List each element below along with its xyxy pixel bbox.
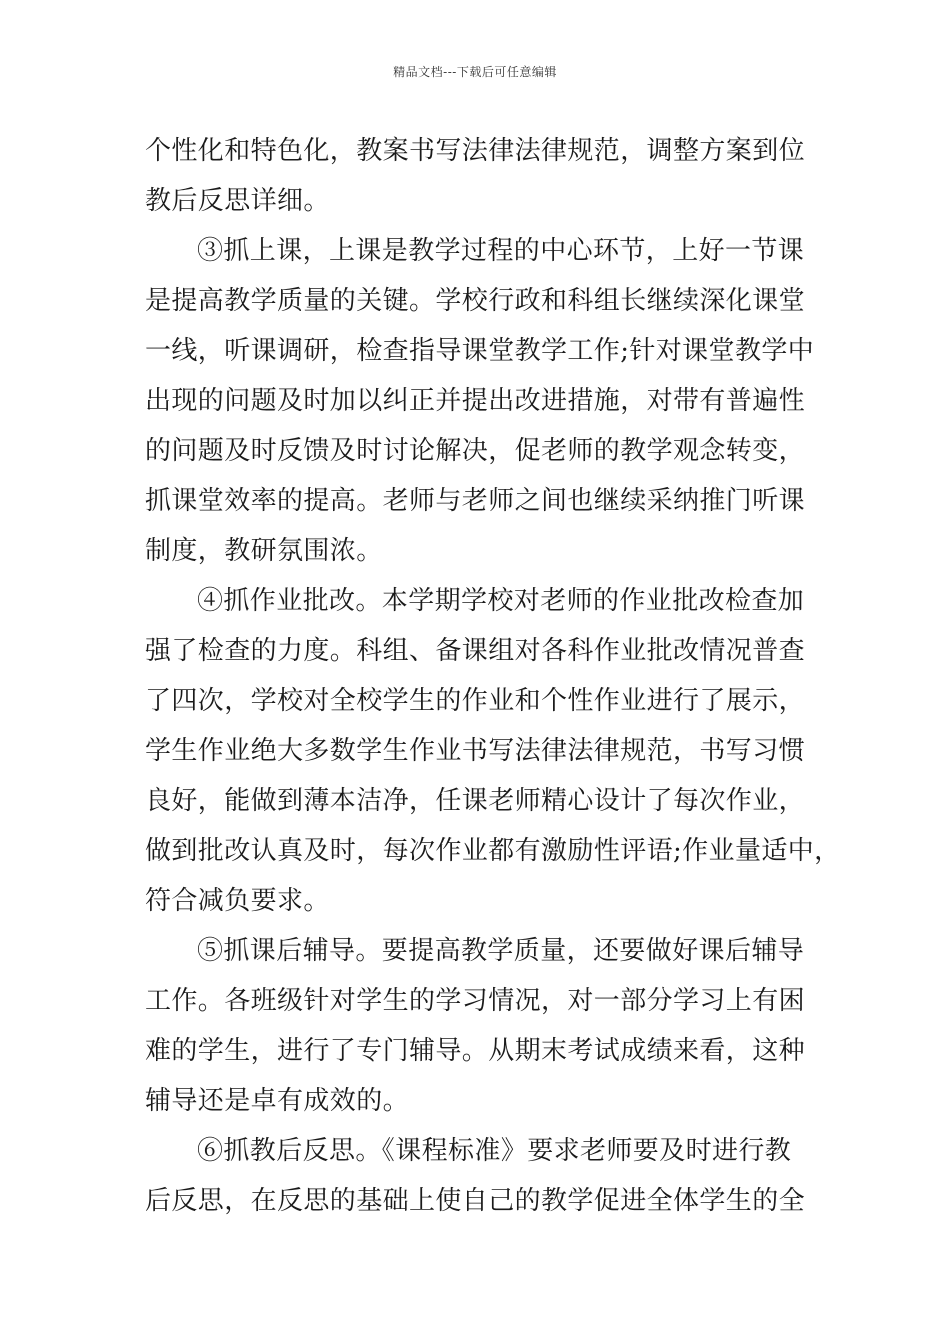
document-body <box>145 126 841 1226</box>
text-line: 一线，听课调研，检查指导课堂教学工作;针对课堂教学中 <box>145 336 815 366</box>
text-line: 教后反思详细。 <box>145 186 330 216</box>
page-header: 精品文档---下载后可任意编辑 <box>393 65 557 79</box>
text-line: 了四次，学校对全校学生的作业和个性作业进行了展示， <box>145 686 806 716</box>
text-line: 是提高教学质量的关键。学校行政和科组长继续深化课堂 <box>145 286 806 316</box>
paragraph-start-line: ⑤抓课后辅导。要提高教学质量，还要做好课后辅导 <box>197 936 805 966</box>
text-line: 符合减负要求。 <box>145 886 330 916</box>
text-line: 学生作业绝大多数学生作业书写法律法律规范，书写习惯 <box>145 736 806 766</box>
text-line: 抓课堂效率的提高。老师与老师之间也继续采纳推门听课 <box>145 486 806 516</box>
text-line: 工作。各班级针对学生的学习情况，对一部分学习上有困 <box>145 986 806 1016</box>
text-line: 制度，教研氛围浓。 <box>145 536 383 566</box>
text-line: 强了检查的力度。科组、备课组对各科作业批改情况普查 <box>145 636 806 666</box>
text-line: 辅导还是卓有成效的。 <box>145 1086 410 1116</box>
text-line: 出现的问题及时加以纠正并提出改进措施，对带有普遍性 <box>145 386 806 416</box>
text-line: 做到批改认真及时，每次作业都有激励性评语;作业量适中， <box>145 836 841 866</box>
paragraph-start-line: ⑥抓教后反思。《课程标准》要求老师要及时进行教 <box>197 1136 792 1166</box>
paragraph-start-line: ③抓上课，上课是教学过程的中心环节，上好一节课 <box>197 236 805 266</box>
text-line: 后反思，在反思的基础上使自己的教学促进全体学生的全 <box>145 1186 806 1216</box>
text-line: 难的学生，进行了专门辅导。从期末考试成绩来看，这种 <box>145 1036 806 1066</box>
text-line: 的问题及时反馈及时讨论解决，促老师的教学观念转变， <box>145 436 806 466</box>
text-line: 良好，能做到薄本洁净，任课老师精心设计了每次作业， <box>145 786 806 816</box>
paragraph-start-line: ④抓作业批改。本学期学校对老师的作业批改检查加 <box>197 586 805 616</box>
text-line: 个性化和特色化，教案书写法律法律规范，调整方案到位 <box>145 136 806 166</box>
